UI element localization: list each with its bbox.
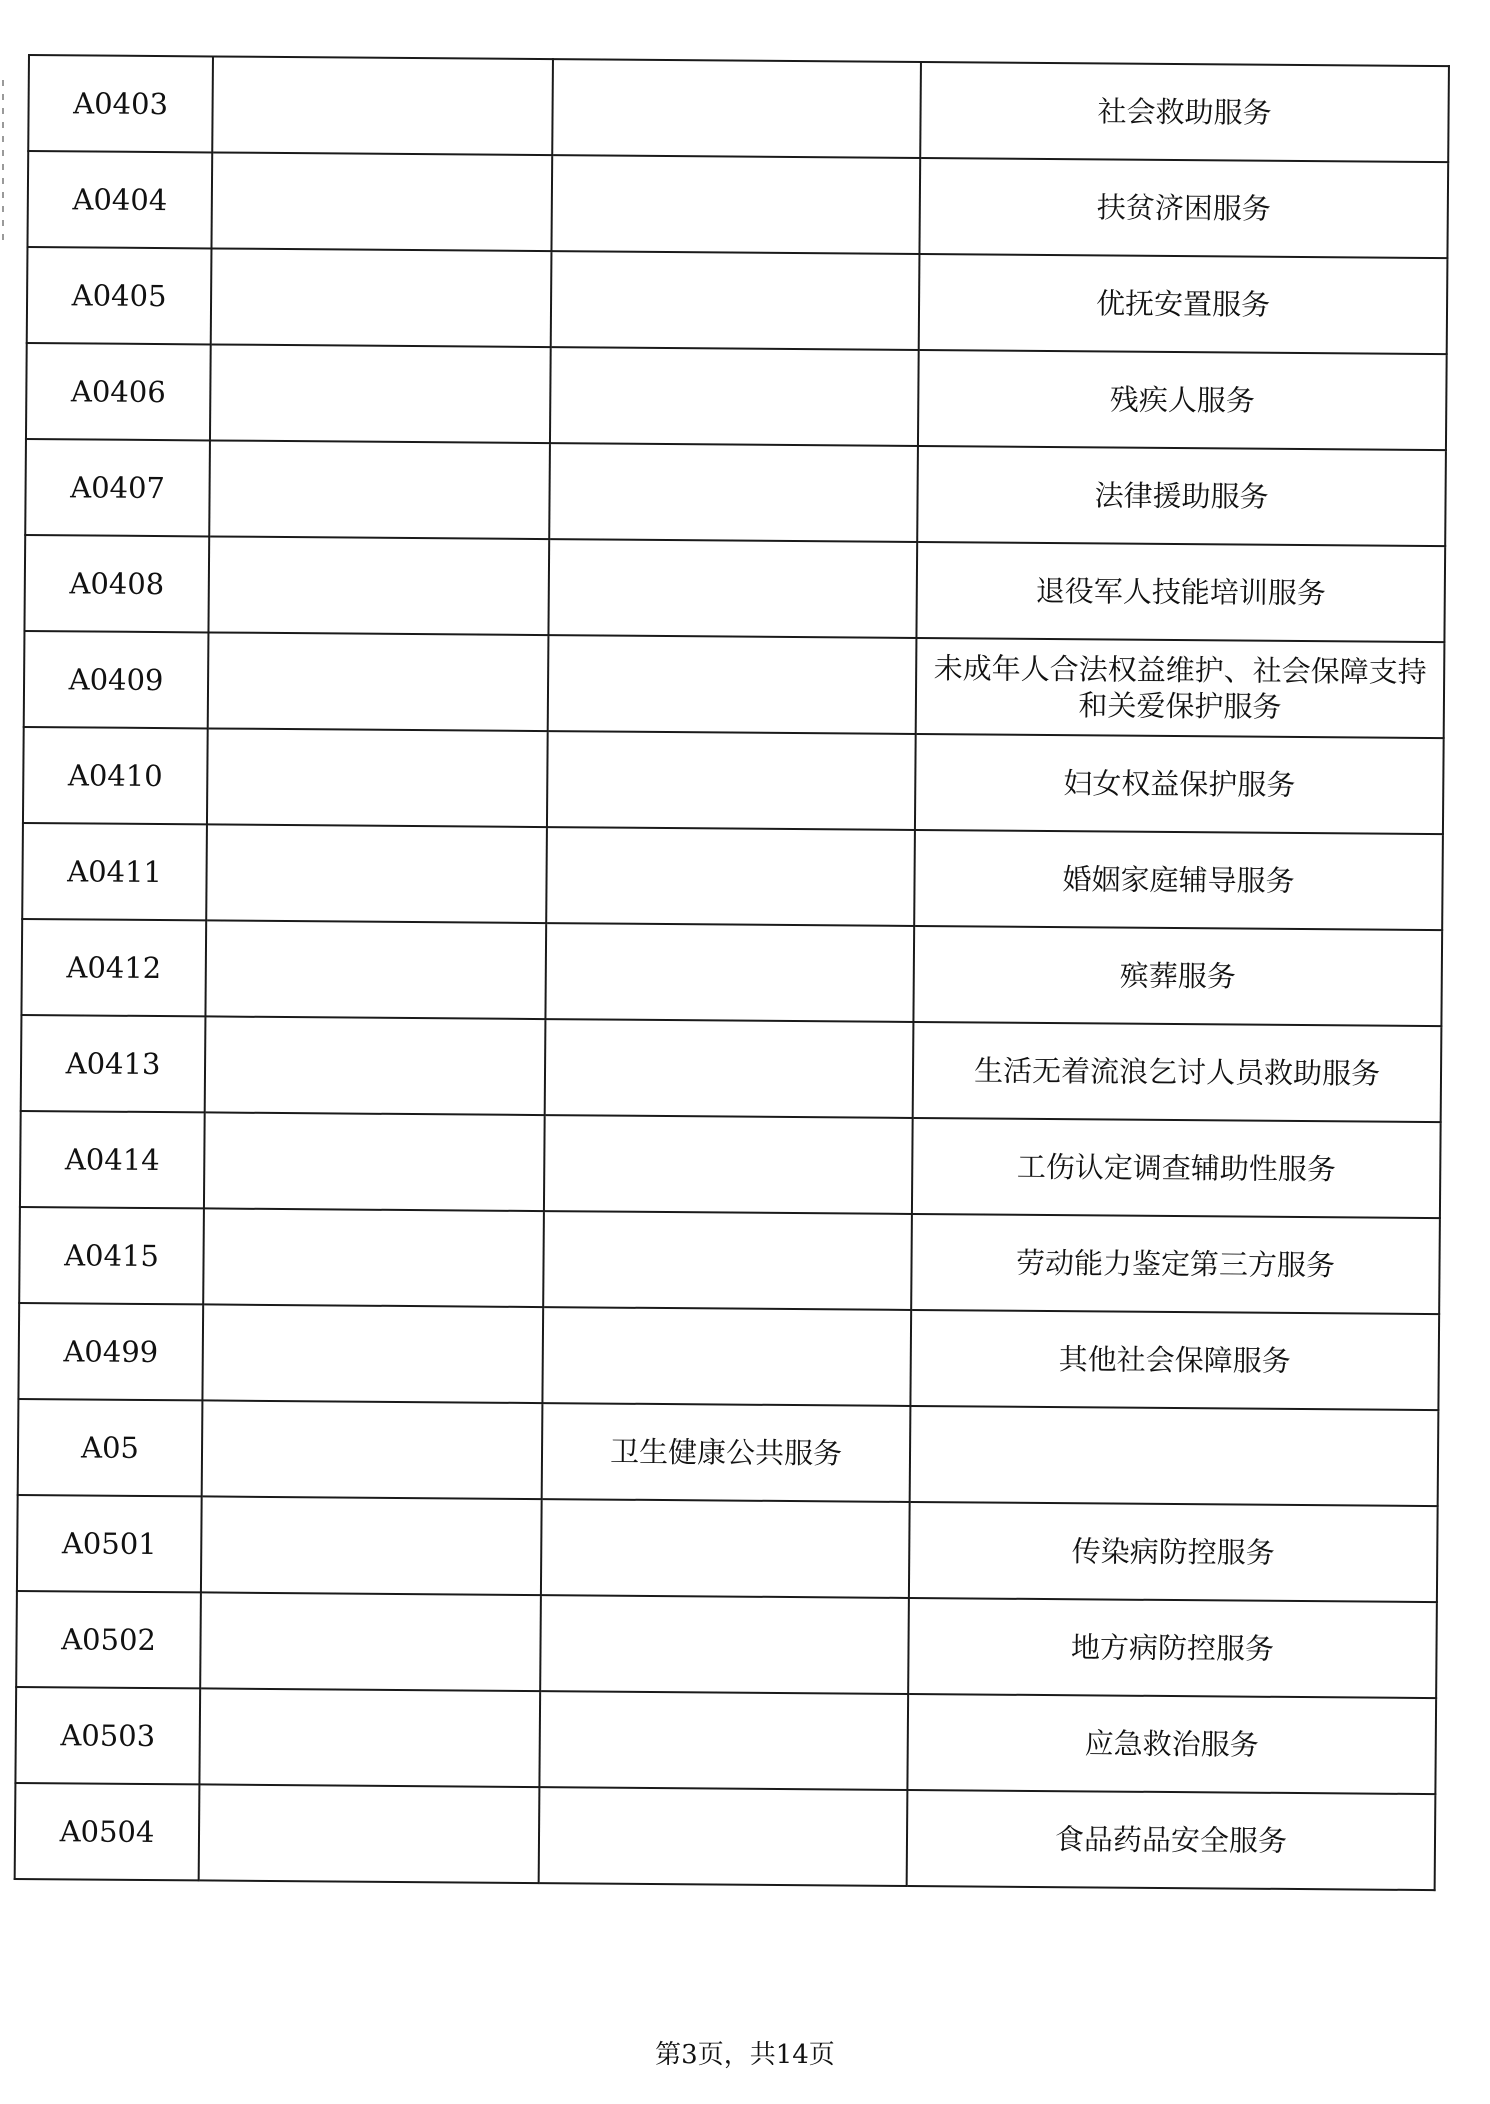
item-name-cell: 劳动能力鉴定第三方服务 [911,1214,1440,1314]
category-cell [546,827,915,926]
level2-cell [210,344,551,443]
category-cell [540,1595,909,1694]
table-row [22,823,1443,930]
table-row [24,631,1445,738]
level2-cell [207,728,548,827]
code-cell: A0412 [21,919,206,1016]
code-cell: A0408 [24,535,209,632]
page-number: 第3页，共14页 [655,2040,835,2070]
code-cell: A0501 [17,1495,202,1592]
code-cell: A0405 [27,247,212,344]
scan-edge-mark [2,80,4,240]
code-cell: A0415 [19,1207,204,1304]
level2-cell [199,1688,540,1787]
table-row [15,1783,1436,1890]
category-cell [551,251,920,350]
table-row [25,439,1446,546]
code-cell: A0406 [26,343,211,440]
table-row [21,919,1442,1026]
table-row [24,535,1445,642]
category-cell [545,923,914,1022]
category-cell [543,1211,912,1310]
table-row [21,1015,1442,1122]
code-cell: A0403 [28,55,213,152]
item-name-cell: 婚姻家庭辅导服务 [914,830,1443,930]
category-cell [539,1691,908,1790]
level2-cell [209,440,550,539]
level2-cell [204,1112,545,1211]
level2-cell [199,1784,540,1883]
level2-cell [203,1208,544,1307]
item-name-cell: 工伤认定调查辅助性服务 [912,1118,1441,1218]
item-name-cell: 优抚安置服务 [919,254,1448,354]
table-row [23,727,1444,834]
code-cell: A0502 [16,1591,201,1688]
table-row [17,1495,1438,1602]
level2-cell [212,56,553,155]
category-cell [547,731,916,830]
category-cell [552,59,921,158]
category-cell [550,347,919,446]
item-name-cell: 生活无着流浪乞讨人员救助服务 [913,1022,1442,1122]
item-name-cell: 食品药品安全服务 [907,1790,1436,1890]
code-cell: A0411 [22,823,207,920]
item-name-cell: 应急救治服务 [907,1694,1436,1794]
catalog-table [14,54,1450,1891]
table-row [27,151,1448,258]
level2-cell [202,1304,543,1403]
item-name-cell: 妇女权益保护服务 [915,734,1444,834]
table-row [19,1207,1440,1314]
level2-cell [200,1592,541,1691]
code-cell: A0414 [20,1111,205,1208]
category-cell [539,1787,908,1886]
level2-cell [205,920,546,1019]
catalog-table-body [15,55,1449,1890]
category-cell: 卫生健康公共服务 [542,1403,911,1502]
code-cell: A0407 [25,439,210,536]
category-cell [551,155,920,254]
category-cell [548,539,917,638]
level2-cell [208,632,549,731]
table-row [28,55,1449,162]
item-name-cell: 传染病防控服务 [909,1502,1438,1602]
table-row [15,1687,1436,1794]
item-name-cell: 退役军人技能培训服务 [916,542,1445,642]
category-cell [542,1307,911,1406]
code-cell: A0499 [18,1303,203,1400]
level2-cell [201,1496,542,1595]
category-cell [544,1115,913,1214]
code-cell: A0413 [21,1015,206,1112]
level2-cell [211,248,552,347]
level2-cell [206,824,547,923]
category-cell [549,443,918,542]
table-row [27,247,1448,354]
item-name-cell: 残疾人服务 [918,350,1447,450]
item-name-cell: 地方病防控服务 [908,1598,1437,1698]
table-row [20,1111,1441,1218]
item-name-cell: 其他社会保障服务 [910,1310,1439,1410]
code-cell: A0410 [23,727,208,824]
item-name-cell [910,1406,1439,1506]
code-cell: A0404 [27,151,212,248]
table-row [16,1591,1437,1698]
code-cell: A0409 [24,631,209,728]
code-cell: A0504 [15,1783,200,1880]
level2-cell [211,152,552,251]
code-cell: A0503 [15,1687,200,1784]
table-row [18,1303,1439,1410]
level2-cell [205,1016,546,1115]
category-cell [548,635,917,734]
table-row [26,343,1447,450]
item-name-cell: 殡葬服务 [913,926,1442,1026]
item-name-cell: 社会救助服务 [920,62,1449,162]
category-cell [545,1019,914,1118]
level2-cell [202,1400,543,1499]
category-cell [541,1499,910,1598]
item-name-cell: 法律援助服务 [917,446,1446,546]
table-row [18,1399,1439,1506]
item-name-cell: 未成年人合法权益维护、社会保障支持和关爱保护服务 [916,638,1445,738]
level2-cell [208,536,549,635]
item-name-cell: 扶贫济困服务 [919,158,1448,258]
code-cell: A05 [18,1399,203,1496]
